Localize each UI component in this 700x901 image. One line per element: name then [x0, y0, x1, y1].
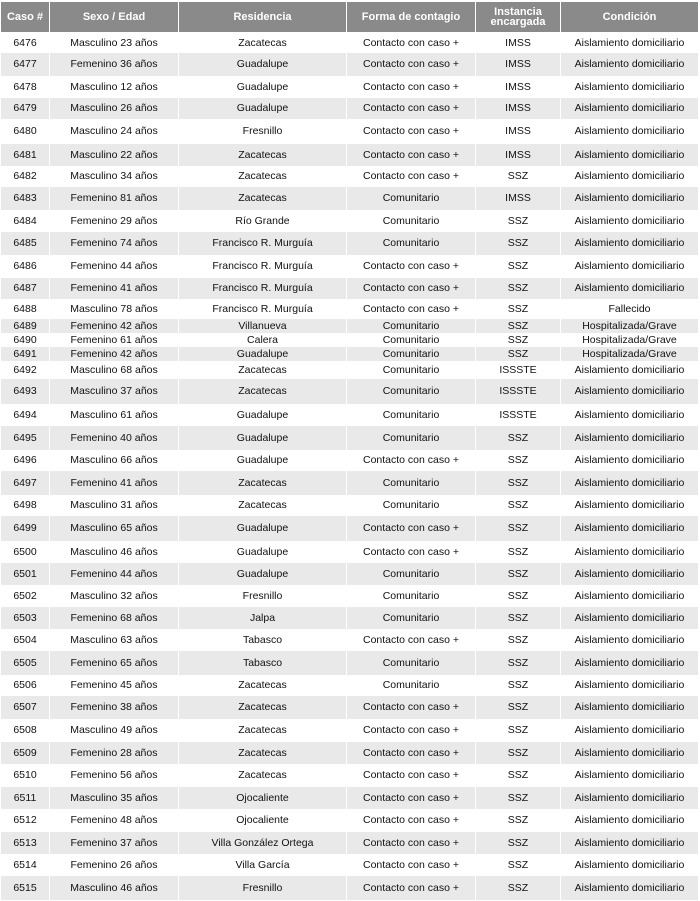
cell-residencia: Guadalupe: [179, 404, 346, 426]
cell-sexo-edad: Masculino 37 años: [50, 379, 178, 404]
cell-sexo-edad: Masculino 34 años: [50, 166, 178, 187]
table-row: [1, 187, 698, 210]
header-row: [1, 2, 698, 33]
cell-forma-contagio: Contacto con caso +: [347, 33, 475, 53]
table-row: [1, 495, 698, 516]
cell-condicion: Aislamiento domiciliario: [561, 144, 698, 166]
cell-caso: 6486: [1, 255, 49, 278]
cell-residencia: Zacatecas: [179, 379, 346, 404]
cell-caso: 6488: [1, 299, 49, 319]
cell-forma-contagio: Comunitario: [347, 347, 475, 361]
cell-caso: 6493: [1, 379, 49, 404]
cell-sexo-edad: Masculino 12 años: [50, 76, 178, 98]
cell-condicion: Aislamiento domiciliario: [561, 764, 698, 787]
table-row: [1, 450, 698, 471]
cell-instancia: SSZ: [476, 651, 560, 675]
cell-sexo-edad: Masculino 63 años: [50, 629, 178, 651]
cell-forma-contagio: Contacto con caso +: [347, 119, 475, 144]
cell-residencia: Villanueva: [179, 319, 346, 333]
header-condicion: Condición: [561, 2, 698, 33]
cell-condicion: Hospitalizada/Grave: [561, 347, 698, 361]
cell-instancia: SSZ: [476, 876, 560, 900]
cell-condicion: Aislamiento domiciliario: [561, 53, 698, 76]
cell-instancia: ISSSTE: [476, 361, 560, 379]
cell-forma-contagio: Comunitario: [347, 232, 475, 255]
cell-sexo-edad: Femenino 45 años: [50, 675, 178, 696]
cell-caso: 6499: [1, 516, 49, 541]
cell-condicion: Aislamiento domiciliario: [561, 33, 698, 53]
cell-condicion: Aislamiento domiciliario: [561, 278, 698, 299]
cell-caso: 6485: [1, 232, 49, 255]
cell-caso: 6501: [1, 563, 49, 585]
cell-instancia: IMSS: [476, 33, 560, 53]
cell-condicion: Aislamiento domiciliario: [561, 232, 698, 255]
cell-residencia: Zacatecas: [179, 764, 346, 787]
cell-condicion: Aislamiento domiciliario: [561, 119, 698, 144]
cell-instancia: IMSS: [476, 119, 560, 144]
cell-condicion: Aislamiento domiciliario: [561, 426, 698, 450]
cell-caso: 6484: [1, 210, 49, 232]
cell-residencia: Guadalupe: [179, 563, 346, 585]
cell-instancia: SSZ: [476, 471, 560, 495]
cell-condicion: Aislamiento domiciliario: [561, 187, 698, 210]
cell-caso: 6509: [1, 742, 49, 764]
cell-forma-contagio: Contacto con caso +: [347, 53, 475, 76]
cell-sexo-edad: Masculino 61 años: [50, 404, 178, 426]
cell-forma-contagio: Contacto con caso +: [347, 764, 475, 787]
cell-condicion: Aislamiento domiciliario: [561, 450, 698, 471]
table-row: [1, 319, 698, 333]
cell-sexo-edad: Femenino 42 años: [50, 347, 178, 361]
cell-forma-contagio: Contacto con caso +: [347, 787, 475, 809]
table-row: [1, 76, 698, 98]
table-row: [1, 876, 698, 900]
cell-caso: 6507: [1, 696, 49, 719]
cell-residencia: Zacatecas: [179, 495, 346, 516]
cell-instancia: SSZ: [476, 696, 560, 719]
cell-residencia: Guadalupe: [179, 98, 346, 119]
cell-condicion: Aislamiento domiciliario: [561, 787, 698, 809]
cell-forma-contagio: Comunitario: [347, 187, 475, 210]
cell-condicion: Aislamiento domiciliario: [561, 210, 698, 232]
table-row: [1, 541, 698, 563]
table-row: [1, 675, 698, 696]
cell-sexo-edad: Femenino 38 años: [50, 696, 178, 719]
cell-sexo-edad: Femenino 44 años: [50, 563, 178, 585]
cell-instancia: SSZ: [476, 742, 560, 764]
cell-forma-contagio: Contacto con caso +: [347, 255, 475, 278]
cell-forma-contagio: Comunitario: [347, 651, 475, 675]
table-row: [1, 426, 698, 450]
cell-sexo-edad: Masculino 68 años: [50, 361, 178, 379]
cell-caso: 6504: [1, 629, 49, 651]
header-residencia: Residencia: [179, 2, 346, 33]
cell-instancia: IMSS: [476, 144, 560, 166]
table-row: [1, 361, 698, 379]
cell-residencia: Zacatecas: [179, 742, 346, 764]
cell-sexo-edad: Femenino 56 años: [50, 764, 178, 787]
cell-condicion: Aislamiento domiciliario: [561, 379, 698, 404]
cell-instancia: SSZ: [476, 319, 560, 333]
cell-sexo-edad: Masculino 26 años: [50, 98, 178, 119]
cell-instancia: SSZ: [476, 787, 560, 809]
cell-sexo-edad: Femenino 28 años: [50, 742, 178, 764]
cell-sexo-edad: Femenino 65 años: [50, 651, 178, 675]
cell-caso: 6494: [1, 404, 49, 426]
cell-forma-contagio: Contacto con caso +: [347, 541, 475, 563]
cell-residencia: Zacatecas: [179, 187, 346, 210]
cell-instancia: SSZ: [476, 675, 560, 696]
cell-sexo-edad: Masculino 23 años: [50, 33, 178, 53]
cell-residencia: Villa García: [179, 854, 346, 876]
table-row: [1, 278, 698, 299]
cell-forma-contagio: Comunitario: [347, 607, 475, 629]
cell-caso: 6506: [1, 675, 49, 696]
cell-condicion: Aislamiento domiciliario: [561, 361, 698, 379]
cell-residencia: Francisco R. Murguía: [179, 299, 346, 319]
cell-instancia: SSZ: [476, 166, 560, 187]
cell-instancia: SSZ: [476, 809, 560, 832]
cell-sexo-edad: Masculino 31 años: [50, 495, 178, 516]
table-row: [1, 742, 698, 764]
cell-forma-contagio: Contacto con caso +: [347, 299, 475, 319]
cell-condicion: Aislamiento domiciliario: [561, 541, 698, 563]
cell-condicion: Aislamiento domiciliario: [561, 471, 698, 495]
cell-sexo-edad: Femenino 41 años: [50, 278, 178, 299]
cell-forma-contagio: Contacto con caso +: [347, 629, 475, 651]
cell-condicion: Aislamiento domiciliario: [561, 675, 698, 696]
cell-caso: 6498: [1, 495, 49, 516]
cell-residencia: Francisco R. Murguía: [179, 255, 346, 278]
table-row: [1, 210, 698, 232]
cell-caso: 6483: [1, 187, 49, 210]
cell-residencia: Zacatecas: [179, 471, 346, 495]
cell-instancia: SSZ: [476, 278, 560, 299]
cell-instancia: SSZ: [476, 210, 560, 232]
table-row: [1, 255, 698, 278]
cell-residencia: Zacatecas: [179, 719, 346, 742]
cell-caso: 6505: [1, 651, 49, 675]
cell-sexo-edad: Femenino 37 años: [50, 832, 178, 854]
cell-residencia: Guadalupe: [179, 347, 346, 361]
cell-instancia: IMSS: [476, 98, 560, 119]
cell-residencia: Zacatecas: [179, 144, 346, 166]
cell-caso: 6503: [1, 607, 49, 629]
table-row: [1, 33, 698, 53]
cell-instancia: SSZ: [476, 719, 560, 742]
cell-condicion: Aislamiento domiciliario: [561, 876, 698, 900]
table-row: [1, 719, 698, 742]
table-row: [1, 651, 698, 675]
header-sexo-edad: Sexo / Edad: [50, 2, 178, 33]
cell-forma-contagio: Contacto con caso +: [347, 719, 475, 742]
cell-sexo-edad: Masculino 66 años: [50, 450, 178, 471]
cell-instancia: ISSSTE: [476, 379, 560, 404]
cell-sexo-edad: Masculino 32 años: [50, 585, 178, 607]
cell-forma-contagio: Contacto con caso +: [347, 854, 475, 876]
cell-condicion: Aislamiento domiciliario: [561, 629, 698, 651]
table-row: [1, 166, 698, 187]
table-row: [1, 98, 698, 119]
cell-sexo-edad: Femenino 48 años: [50, 809, 178, 832]
cell-instancia: SSZ: [476, 426, 560, 450]
cell-caso: 6500: [1, 541, 49, 563]
cell-instancia: IMSS: [476, 187, 560, 210]
cell-caso: 6490: [1, 333, 49, 347]
cell-condicion: Aislamiento domiciliario: [561, 404, 698, 426]
cell-caso: 6487: [1, 278, 49, 299]
cell-caso: 6510: [1, 764, 49, 787]
cell-instancia: SSZ: [476, 495, 560, 516]
cell-condicion: Aislamiento domiciliario: [561, 719, 698, 742]
cell-instancia: IMSS: [476, 53, 560, 76]
table-row: [1, 404, 698, 426]
cell-instancia: SSZ: [476, 347, 560, 361]
cell-caso: 6477: [1, 53, 49, 76]
cell-instancia: SSZ: [476, 255, 560, 278]
table-row: [1, 787, 698, 809]
table-row: [1, 333, 698, 347]
cell-forma-contagio: Contacto con caso +: [347, 166, 475, 187]
cell-caso: 6515: [1, 876, 49, 900]
cell-forma-contagio: Comunitario: [347, 585, 475, 607]
table-row: [1, 299, 698, 319]
cell-forma-contagio: Contacto con caso +: [347, 809, 475, 832]
cell-sexo-edad: Masculino 35 años: [50, 787, 178, 809]
cell-residencia: Fresnillo: [179, 876, 346, 900]
cell-sexo-edad: Masculino 65 años: [50, 516, 178, 541]
cell-instancia: SSZ: [476, 299, 560, 319]
cell-condicion: Fallecido: [561, 299, 698, 319]
cell-sexo-edad: Femenino 40 años: [50, 426, 178, 450]
cell-residencia: Fresnillo: [179, 119, 346, 144]
cell-sexo-edad: Masculino 24 años: [50, 119, 178, 144]
cell-sexo-edad: Femenino 26 años: [50, 854, 178, 876]
cell-condicion: Aislamiento domiciliario: [561, 854, 698, 876]
cell-residencia: Guadalupe: [179, 426, 346, 450]
cell-instancia: SSZ: [476, 832, 560, 854]
cell-residencia: Ojocaliente: [179, 787, 346, 809]
table-row: [1, 119, 698, 144]
cell-caso: 6513: [1, 832, 49, 854]
cell-sexo-edad: Femenino 68 años: [50, 607, 178, 629]
cell-sexo-edad: Masculino 46 años: [50, 876, 178, 900]
cell-sexo-edad: Femenino 61 años: [50, 333, 178, 347]
cell-condicion: Aislamiento domiciliario: [561, 98, 698, 119]
cell-instancia: ISSSTE: [476, 404, 560, 426]
cell-forma-contagio: Contacto con caso +: [347, 144, 475, 166]
cell-condicion: Hospitalizada/Grave: [561, 319, 698, 333]
cell-residencia: Tabasco: [179, 629, 346, 651]
cell-forma-contagio: Contacto con caso +: [347, 876, 475, 900]
cell-condicion: Aislamiento domiciliario: [561, 809, 698, 832]
cell-sexo-edad: Femenino 74 años: [50, 232, 178, 255]
cell-caso: 6497: [1, 471, 49, 495]
cell-instancia: SSZ: [476, 764, 560, 787]
cell-forma-contagio: Contacto con caso +: [347, 450, 475, 471]
cell-caso: 6479: [1, 98, 49, 119]
cell-forma-contagio: Contacto con caso +: [347, 742, 475, 764]
cell-forma-contagio: Comunitario: [347, 471, 475, 495]
table-row: [1, 585, 698, 607]
cell-condicion: Aislamiento domiciliario: [561, 742, 698, 764]
cell-caso: 6511: [1, 787, 49, 809]
cell-condicion: Aislamiento domiciliario: [561, 832, 698, 854]
table-row: [1, 764, 698, 787]
cell-forma-contagio: Comunitario: [347, 333, 475, 347]
table-row: [1, 607, 698, 629]
table-row: [1, 832, 698, 854]
cell-caso: 6508: [1, 719, 49, 742]
cell-residencia: Francisco R. Murguía: [179, 232, 346, 255]
cell-condicion: Aislamiento domiciliario: [561, 166, 698, 187]
table-row: [1, 232, 698, 255]
cell-forma-contagio: Comunitario: [347, 404, 475, 426]
cell-residencia: Jalpa: [179, 607, 346, 629]
table-row: [1, 471, 698, 495]
header-instancia: Instancia encargada: [476, 2, 560, 33]
cell-caso: 6514: [1, 854, 49, 876]
cell-instancia: SSZ: [476, 541, 560, 563]
cell-condicion: Aislamiento domiciliario: [561, 563, 698, 585]
table-row: [1, 854, 698, 876]
cell-instancia: SSZ: [476, 854, 560, 876]
cell-forma-contagio: Contacto con caso +: [347, 98, 475, 119]
cell-instancia: SSZ: [476, 585, 560, 607]
cell-sexo-edad: Masculino 46 años: [50, 541, 178, 563]
table-header: [1, 2, 698, 33]
cell-forma-contagio: Comunitario: [347, 563, 475, 585]
cell-instancia: SSZ: [476, 232, 560, 255]
cell-condicion: Aislamiento domiciliario: [561, 585, 698, 607]
table-body: [1, 33, 698, 900]
cell-caso: 6481: [1, 144, 49, 166]
table-row: [1, 809, 698, 832]
cell-forma-contagio: Comunitario: [347, 319, 475, 333]
cell-instancia: SSZ: [476, 516, 560, 541]
cell-instancia: IMSS: [476, 76, 560, 98]
cell-forma-contagio: Comunitario: [347, 495, 475, 516]
cell-residencia: Zacatecas: [179, 696, 346, 719]
table-row: [1, 379, 698, 404]
cell-caso: 6482: [1, 166, 49, 187]
cell-sexo-edad: Masculino 22 años: [50, 144, 178, 166]
cell-caso: 6478: [1, 76, 49, 98]
cell-sexo-edad: Femenino 42 años: [50, 319, 178, 333]
cell-caso: 6502: [1, 585, 49, 607]
cell-forma-contagio: Contacto con caso +: [347, 696, 475, 719]
cell-condicion: Aislamiento domiciliario: [561, 495, 698, 516]
cell-condicion: Aislamiento domiciliario: [561, 607, 698, 629]
cell-caso: 6480: [1, 119, 49, 144]
cell-sexo-edad: Femenino 36 años: [50, 53, 178, 76]
cell-residencia: Zacatecas: [179, 361, 346, 379]
cell-condicion: Aislamiento domiciliario: [561, 255, 698, 278]
cell-sexo-edad: Femenino 81 años: [50, 187, 178, 210]
table-row: [1, 696, 698, 719]
cell-caso: 6495: [1, 426, 49, 450]
cell-forma-contagio: Comunitario: [347, 426, 475, 450]
header-forma-contagio: Forma de contagio: [347, 2, 475, 33]
table-row: [1, 516, 698, 541]
table-row: [1, 629, 698, 651]
cell-residencia: Zacatecas: [179, 33, 346, 53]
cell-caso: 6476: [1, 33, 49, 53]
cell-residencia: Tabasco: [179, 651, 346, 675]
cell-residencia: Guadalupe: [179, 516, 346, 541]
cell-sexo-edad: Femenino 29 años: [50, 210, 178, 232]
cell-caso: 6496: [1, 450, 49, 471]
cell-forma-contagio: Comunitario: [347, 379, 475, 404]
cell-instancia: SSZ: [476, 607, 560, 629]
cell-sexo-edad: Femenino 44 años: [50, 255, 178, 278]
cell-forma-contagio: Comunitario: [347, 361, 475, 379]
cell-residencia: Guadalupe: [179, 450, 346, 471]
cell-residencia: Fresnillo: [179, 585, 346, 607]
cell-forma-contagio: Contacto con caso +: [347, 832, 475, 854]
cell-instancia: SSZ: [476, 333, 560, 347]
cell-caso: 6512: [1, 809, 49, 832]
cell-residencia: Francisco R. Murguía: [179, 278, 346, 299]
cell-instancia: SSZ: [476, 450, 560, 471]
cell-residencia: Río Grande: [179, 210, 346, 232]
cell-residencia: Calera: [179, 333, 346, 347]
table-row: [1, 347, 698, 361]
cell-caso: 6492: [1, 361, 49, 379]
cell-residencia: Guadalupe: [179, 541, 346, 563]
cases-table: [0, 2, 699, 900]
cell-condicion: Aislamiento domiciliario: [561, 76, 698, 98]
cell-residencia: Villa González Ortega: [179, 832, 346, 854]
cell-caso: 6489: [1, 319, 49, 333]
cell-condicion: Aislamiento domiciliario: [561, 651, 698, 675]
cell-forma-contagio: Comunitario: [347, 210, 475, 232]
cell-forma-contagio: Contacto con caso +: [347, 76, 475, 98]
header-caso: Caso #: [1, 2, 49, 33]
cell-residencia: Ojocaliente: [179, 809, 346, 832]
cell-instancia: SSZ: [476, 629, 560, 651]
cell-forma-contagio: Contacto con caso +: [347, 278, 475, 299]
cell-residencia: Guadalupe: [179, 76, 346, 98]
cell-sexo-edad: Femenino 41 años: [50, 471, 178, 495]
cell-residencia: Guadalupe: [179, 53, 346, 76]
table-row: [1, 563, 698, 585]
cell-forma-contagio: Contacto con caso +: [347, 516, 475, 541]
table-row: [1, 53, 698, 76]
cell-residencia: Zacatecas: [179, 166, 346, 187]
cell-condicion: Aislamiento domiciliario: [561, 516, 698, 541]
cell-instancia: SSZ: [476, 563, 560, 585]
cell-caso: 6491: [1, 347, 49, 361]
cell-condicion: Hospitalizada/Grave: [561, 333, 698, 347]
cell-sexo-edad: Masculino 49 años: [50, 719, 178, 742]
cell-sexo-edad: Masculino 78 años: [50, 299, 178, 319]
cell-residencia: Zacatecas: [179, 675, 346, 696]
table-row: [1, 144, 698, 166]
cell-condicion: Aislamiento domiciliario: [561, 696, 698, 719]
cell-forma-contagio: Comunitario: [347, 675, 475, 696]
